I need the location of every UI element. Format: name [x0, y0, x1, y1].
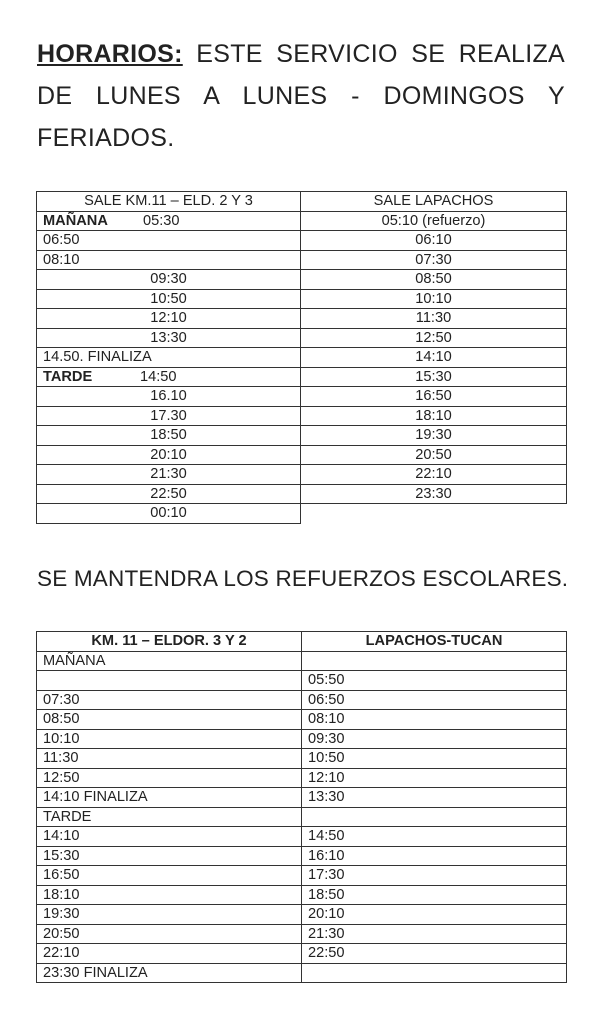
- departure-time: 18:50: [150, 427, 187, 443]
- table-row: [37, 211, 567, 231]
- departure-km11-cell: [37, 651, 302, 671]
- table-header-row: [37, 192, 567, 212]
- departure-lapachos-tucan-cell: [302, 963, 567, 983]
- departure-km11-cell: [37, 690, 302, 710]
- departure-km11-cell: [37, 445, 301, 465]
- departure-time: 23:30: [415, 485, 452, 502]
- departure-time: MAÑANA: [43, 652, 106, 669]
- departure-time: 08:10: [43, 251, 80, 268]
- table-row: [37, 445, 567, 465]
- departure-lapachos-cell: [301, 270, 567, 290]
- departure-km11-cell: [37, 387, 301, 407]
- departure-lapachos-cell: [301, 231, 567, 251]
- departure-time: 00:10: [150, 505, 187, 521]
- departure-time: 14.50. FINALIZA: [43, 349, 152, 365]
- departure-time: 14:50: [140, 368, 177, 385]
- table-row: [37, 729, 567, 749]
- departure-time: 20:10: [308, 906, 345, 922]
- departure-time: 06:50: [308, 691, 345, 708]
- departure-km11-cell: [37, 963, 302, 983]
- departure-km11-cell: [37, 710, 302, 730]
- departure-lapachos-tucan-cell: [302, 651, 567, 671]
- table-row: [37, 309, 567, 329]
- departure-km11-cell: [37, 729, 302, 749]
- departure-km11-cell: [37, 289, 301, 309]
- departure-time: 19:30: [415, 427, 452, 443]
- notice-text: SE MANTENDRA LOS REFUERZOS ESCOLARES.: [37, 566, 569, 591]
- departure-lapachos-tucan-cell: [302, 690, 567, 710]
- table-row: [37, 788, 567, 808]
- departure-time: 14:50: [308, 828, 345, 844]
- departure-km11-cell: [37, 465, 301, 485]
- departure-lapachos-cell: [301, 250, 567, 270]
- period-label: TARDE: [43, 368, 93, 385]
- departure-lapachos-cell: [301, 484, 567, 504]
- departure-time: 05:30: [143, 212, 180, 229]
- departure-time: 16:10: [308, 847, 345, 864]
- departure-time: 14:10: [415, 349, 452, 365]
- departure-time: 05:10 (refuerzo): [381, 212, 486, 229]
- departure-km11-cell: [37, 231, 301, 251]
- table-row: [37, 963, 567, 983]
- departure-time: 07:30: [43, 691, 80, 708]
- departure-km11-cell: [37, 885, 302, 905]
- departure-time: 23:30 FINALIZA: [43, 964, 148, 981]
- departure-time: 19:30: [43, 906, 80, 922]
- departure-lapachos-cell: [301, 465, 567, 485]
- table-row: [37, 944, 567, 964]
- departure-km11-cell: [37, 328, 301, 348]
- departure-lapachos-cell: [301, 367, 567, 387]
- departure-km11-cell: [37, 788, 302, 808]
- departure-km11-cell: [37, 905, 302, 925]
- departure-km11-cell: [37, 924, 302, 944]
- departure-time: 15:30: [415, 368, 452, 385]
- departure-time: 14:10 FINALIZA: [43, 789, 148, 805]
- departure-lapachos-tucan-cell: [302, 866, 567, 886]
- departure-lapachos-tucan-cell: [302, 729, 567, 749]
- departure-time: 18:50: [308, 886, 345, 903]
- departure-km11-cell: [37, 406, 301, 426]
- departure-time: 11:30: [43, 750, 79, 766]
- table-row: [37, 231, 567, 251]
- departure-time: 15:30: [43, 847, 80, 864]
- departure-lapachos-cell: [301, 406, 567, 426]
- departure-km11-cell: [37, 504, 301, 524]
- departure-lapachos-cell: [301, 348, 567, 368]
- departure-km11-cell: [37, 807, 302, 827]
- departure-km11-cell: [37, 270, 301, 290]
- table-row: [37, 387, 567, 407]
- departure-time: 22:50: [150, 485, 187, 502]
- table-row: [37, 710, 567, 730]
- departure-lapachos-cell: [301, 426, 567, 446]
- table-row: [37, 866, 567, 886]
- departure-time: 08:50: [415, 271, 452, 287]
- table-row: [37, 426, 567, 446]
- schedule-table-1: [36, 191, 567, 524]
- table-row: [37, 924, 567, 944]
- heading-lead: HORARIOS:: [37, 40, 183, 68]
- departure-time: 20:10: [150, 446, 187, 463]
- departure-km11-cell: [37, 211, 301, 231]
- departure-km11-cell: [37, 426, 301, 446]
- table-row: [37, 885, 567, 905]
- departure-lapachos-tucan-cell: [302, 885, 567, 905]
- departure-km11-cell: [37, 827, 302, 847]
- departure-time: 18:10: [415, 407, 452, 424]
- table-row: [37, 367, 567, 387]
- table-row: [37, 250, 567, 270]
- departure-km11-cell: [37, 348, 301, 368]
- departure-km11-cell: [37, 768, 302, 788]
- table-row: [37, 651, 567, 671]
- col1-header: KM. 11 – ELDOR. 3 Y 2: [37, 632, 302, 652]
- departure-time: 06:50: [43, 232, 80, 248]
- departure-lapachos-tucan-cell: [302, 827, 567, 847]
- departure-time: 17.30: [150, 407, 187, 424]
- table-row: [37, 846, 567, 866]
- departure-time: 22:50: [308, 945, 345, 961]
- departure-time: 21:30: [308, 925, 345, 942]
- departure-time: 13:30: [308, 789, 345, 805]
- departure-time: TARDE: [43, 808, 92, 825]
- period-label: MAÑANA: [43, 212, 108, 229]
- departure-lapachos-tucan-cell: [302, 944, 567, 964]
- departure-km11-cell: [37, 749, 302, 769]
- departure-lapachos-tucan-cell: [302, 807, 567, 827]
- departure-lapachos-cell: [301, 328, 567, 348]
- heading-text: ESTE SERVICIO SE REALIZA DE LUNES A LUNES - DOMINGOS Y FERIADOS.: [37, 40, 565, 152]
- table-row: [37, 690, 567, 710]
- departure-time: 13:30: [150, 329, 187, 346]
- col1-header: SALE KM.11 – ELD. 2 Y 3: [37, 192, 301, 212]
- departure-time: 10:50: [308, 750, 345, 766]
- table-row: [37, 348, 567, 368]
- departure-lapachos-tucan-cell: [302, 749, 567, 769]
- departure-time: 12:50: [43, 769, 80, 786]
- table-row: [37, 270, 567, 290]
- table-row: [37, 484, 567, 504]
- departure-km11-cell: [37, 309, 301, 329]
- departure-lapachos-tucan-cell: [302, 671, 567, 691]
- departure-time: 05:50: [308, 672, 345, 688]
- departure-time: 07:30: [415, 251, 452, 268]
- departure-time: 10:50: [150, 290, 187, 307]
- departure-lapachos-tucan-cell: [302, 788, 567, 808]
- departure-lapachos-cell: [301, 211, 567, 231]
- departure-time: 09:30: [308, 730, 345, 747]
- table-row: [37, 289, 567, 309]
- departure-time: 10:10: [415, 290, 452, 307]
- departure-time: 08:50: [43, 711, 80, 727]
- departure-lapachos-cell: [301, 445, 567, 465]
- departure-time: 20:50: [43, 925, 80, 942]
- departure-time: 17:30: [308, 867, 345, 883]
- table-row: [37, 827, 567, 847]
- schedule-heading: [37, 33, 565, 159]
- departure-time: 06:10: [415, 232, 452, 248]
- departure-km11-cell: [37, 671, 302, 691]
- table-row: [37, 504, 567, 524]
- departure-lapachos-tucan-cell: [302, 924, 567, 944]
- table-row: [37, 465, 567, 485]
- table-row: [37, 406, 567, 426]
- departure-lapachos-tucan-cell: [302, 768, 567, 788]
- departure-km11-cell: [37, 846, 302, 866]
- departure-lapachos-tucan-cell: [302, 905, 567, 925]
- table-header-row: [37, 632, 567, 652]
- table-row: [37, 905, 567, 925]
- departure-time: 18:10: [43, 886, 80, 903]
- departure-km11-cell: [37, 866, 302, 886]
- table-row: [37, 749, 567, 769]
- departure-time: 16:50: [415, 388, 452, 404]
- departure-time: 09:30: [150, 271, 187, 287]
- departure-km11-cell: [37, 250, 301, 270]
- departure-lapachos-tucan-cell: [302, 846, 567, 866]
- departure-time: 12:50: [415, 329, 452, 346]
- departure-time: 22:10: [43, 945, 80, 961]
- col2-header: SALE LAPACHOS: [301, 192, 567, 212]
- departure-time: 11:30: [415, 310, 452, 326]
- departure-time: 12:10: [150, 310, 187, 326]
- departure-lapachos-cell: [301, 289, 567, 309]
- departure-lapachos-tucan-cell: [302, 710, 567, 730]
- departure-time: 16.10: [150, 388, 187, 404]
- table-row: [37, 768, 567, 788]
- departure-lapachos-cell: [301, 504, 567, 524]
- table-row: [37, 328, 567, 348]
- departure-km11-cell: [37, 367, 301, 387]
- table-row: [37, 671, 567, 691]
- departure-lapachos-cell: [301, 309, 567, 329]
- departure-km11-cell: [37, 944, 302, 964]
- col2-header: LAPACHOS-TUCAN: [302, 632, 567, 652]
- departure-lapachos-cell: [301, 387, 567, 407]
- table-row: [37, 807, 567, 827]
- departure-time: 10:10: [43, 730, 80, 747]
- departure-time: 22:10: [415, 466, 452, 482]
- departure-time: 20:50: [415, 446, 452, 463]
- schedule-table-2: [36, 631, 567, 983]
- departure-time: 16:50: [43, 867, 80, 883]
- departure-km11-cell: [37, 484, 301, 504]
- departure-time: 21:30: [150, 466, 187, 482]
- departure-time: 08:10: [308, 711, 345, 727]
- departure-time: 14:10: [43, 828, 80, 844]
- departure-time: 12:10: [308, 769, 345, 786]
